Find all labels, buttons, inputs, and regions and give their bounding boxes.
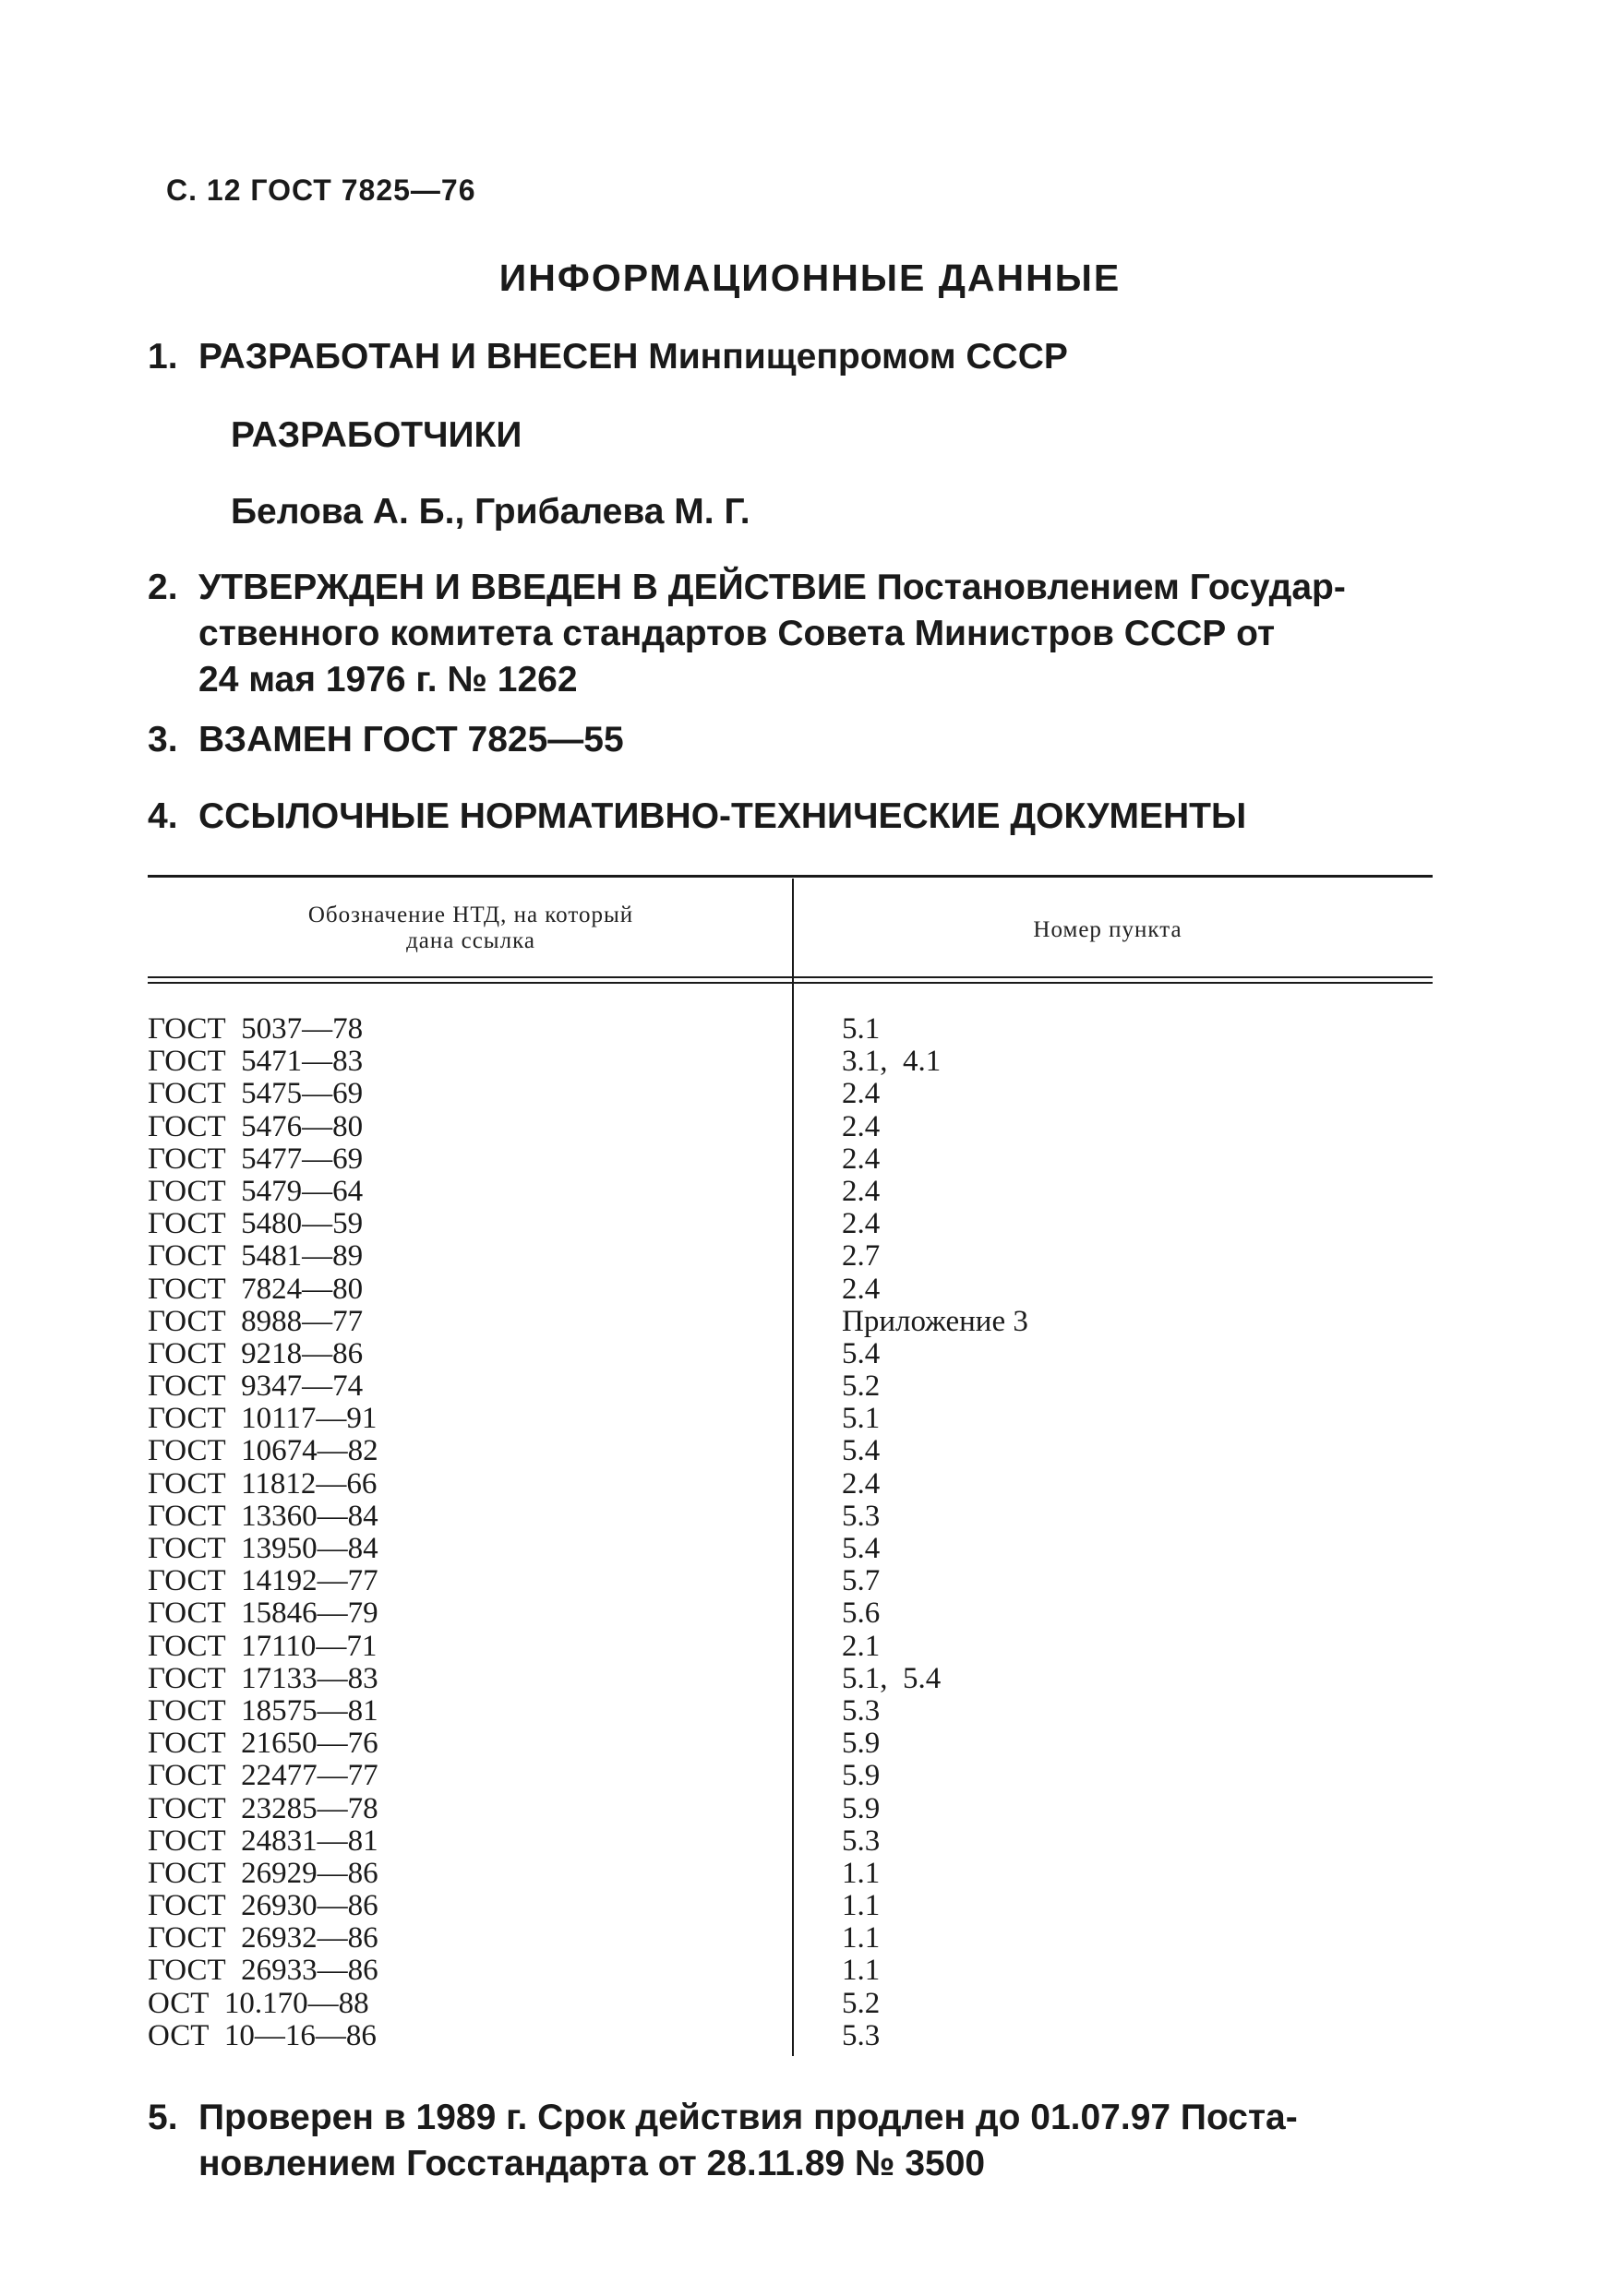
item-5 bbox=[148, 2095, 1440, 2183]
table-row-clause: 2.7 bbox=[842, 1239, 881, 1274]
item-2-line: 24 мая 1976 г. № 1262 bbox=[198, 660, 578, 700]
table-row-document: ГОСТ 5471—83 bbox=[148, 1045, 364, 1079]
table-row-document: ГОСТ 17110—71 bbox=[148, 1629, 378, 1663]
table-row-clause: 5.3 bbox=[842, 1499, 881, 1533]
item-2-number: 2. bbox=[148, 568, 178, 607]
table-row-document: ГОСТ 8988—77 bbox=[148, 1304, 364, 1338]
table-header-document bbox=[185, 903, 757, 954]
table-row-clause: 5.4 bbox=[842, 1336, 881, 1370]
table-row-document: ГОСТ 5481—89 bbox=[148, 1239, 364, 1274]
table-header-rule bbox=[148, 982, 1433, 984]
item-2-line: УТВЕРЖДЕН И ВВЕДЕН В ДЕЙСТВИЕ Постановлением Государ- bbox=[198, 568, 1346, 607]
table-row-document: ГОСТ 22477—77 bbox=[148, 1759, 378, 1793]
table-row-document: ГОСТ 15846—79 bbox=[148, 1596, 378, 1631]
table-row-clause: 5.3 bbox=[842, 1824, 881, 1858]
table-row-document: ГОСТ 14192—77 bbox=[148, 1564, 378, 1598]
table-row-document: ОСТ 10.170—88 bbox=[148, 1986, 369, 2020]
table-row-clause: 5.3 bbox=[842, 2018, 881, 2052]
table-row-clause: 2.1 bbox=[842, 1629, 881, 1663]
table-row-document: ГОСТ 5479—64 bbox=[148, 1174, 364, 1208]
table-row-clause: 5.4 bbox=[842, 1434, 881, 1468]
table-row-clause: 5.2 bbox=[842, 1369, 881, 1404]
table-row-clause: 3.1, 4.1 bbox=[842, 1045, 942, 1079]
item-3-number: 3. bbox=[148, 720, 178, 759]
table-row-clause: 5.9 bbox=[842, 1727, 881, 1761]
table-row-clause: 5.9 bbox=[842, 1759, 881, 1793]
table-document-column bbox=[148, 1013, 378, 2052]
table-row-document: ГОСТ 9218—86 bbox=[148, 1336, 364, 1370]
item-2 bbox=[148, 565, 1440, 700]
table-row-document: ГОСТ 26930—86 bbox=[148, 1889, 378, 1923]
table-row-document: ГОСТ 10674—82 bbox=[148, 1434, 378, 1468]
item-5-text bbox=[198, 2095, 1435, 2187]
table-row-clause: 5.7 bbox=[842, 1564, 881, 1598]
table-header-document-line: Обозначение НТД, на который bbox=[307, 903, 634, 927]
table-row-clause: 1.1 bbox=[842, 1856, 881, 1890]
table-row-document: ГОСТ 5480—59 bbox=[148, 1207, 364, 1241]
item-4 bbox=[148, 794, 1440, 840]
table-column-divider bbox=[792, 879, 794, 2056]
table-header-rule bbox=[148, 976, 1433, 978]
table-row-document: ГОСТ 26933—86 bbox=[148, 1954, 378, 1988]
table-row-document: ГОСТ 5476—80 bbox=[148, 1109, 364, 1143]
table-row-document: ГОСТ 26929—86 bbox=[148, 1856, 378, 1890]
item-5-number: 5. bbox=[148, 2098, 178, 2137]
page-header: С. 12 ГОСТ 7825—76 bbox=[166, 173, 476, 207]
table-row-document: ГОСТ 13360—84 bbox=[148, 1499, 378, 1533]
table-header-clause: Номер пункта bbox=[1033, 917, 1182, 942]
table-row-document: ГОСТ 7824—80 bbox=[148, 1272, 364, 1306]
document-title: ИНФОРМАЦИОННЫЕ ДАННЫЕ bbox=[498, 257, 1122, 299]
table-row-clause: 5.6 bbox=[842, 1596, 881, 1631]
table-row-document: ГОСТ 24831—81 bbox=[148, 1824, 378, 1858]
table-row-clause: 1.1 bbox=[842, 1921, 881, 1955]
table-row-clause: 1.1 bbox=[842, 1889, 881, 1923]
table-row-document: ГОСТ 18575—81 bbox=[148, 1693, 378, 1728]
table-row-clause: 2.4 bbox=[842, 1174, 881, 1208]
table-row-clause: 5.1, 5.4 bbox=[842, 1661, 942, 1695]
table-row-clause: 5.4 bbox=[842, 1532, 881, 1565]
developers-names: Белова А. Б., Грибалева М. Г. bbox=[231, 492, 750, 532]
table-row-document: ГОСТ 5475—69 bbox=[148, 1077, 364, 1111]
table-row-clause: 5.3 bbox=[842, 1693, 881, 1728]
table-row-clause: 5.1 bbox=[842, 1012, 881, 1046]
table-row-document: ГОСТ 5477—69 bbox=[148, 1142, 364, 1176]
developers-heading: РАЗРАБОТЧИКИ bbox=[231, 415, 522, 455]
table-row-clause: Приложение 3 bbox=[842, 1304, 1028, 1338]
table-row-clause: 1.1 bbox=[842, 1954, 881, 1988]
item-3 bbox=[148, 717, 1440, 763]
table-row-document: ГОСТ 13950—84 bbox=[148, 1532, 378, 1565]
table-row-clause: 2.4 bbox=[842, 1272, 881, 1306]
table-row-document: ГОСТ 23285—78 bbox=[148, 1791, 378, 1825]
table-row-clause: 5.9 bbox=[842, 1791, 881, 1825]
item-5-line: новлением Госстандарта от 28.11.89 № 3500 bbox=[198, 2144, 986, 2183]
table-row-clause: 2.4 bbox=[842, 1466, 881, 1501]
table-row-clause: 2.4 bbox=[842, 1142, 881, 1176]
table-row-clause: 2.4 bbox=[842, 1109, 881, 1143]
item-4-number: 4. bbox=[148, 796, 178, 836]
item-3-text: ВЗАМЕН ГОСТ 7825—55 bbox=[198, 720, 624, 759]
table-header-document-line: дана ссылка bbox=[406, 928, 535, 953]
table-row-document: ГОСТ 5037—78 bbox=[148, 1012, 364, 1046]
table-top-rule bbox=[148, 875, 1433, 878]
table-row-document: ОСТ 10—16—86 bbox=[148, 2018, 377, 2052]
item-1 bbox=[148, 334, 1440, 380]
item-1-text: РАЗРАБОТАН И ВНЕСЕН Минпищепромом СССР bbox=[198, 337, 1068, 377]
table-row-document: ГОСТ 11812—66 bbox=[148, 1466, 378, 1501]
table-row-document: ГОСТ 10117—91 bbox=[148, 1402, 378, 1436]
item-5-line: Проверен в 1989 г. Срок действия продлен до 01.07.97 Поста- bbox=[198, 2098, 1298, 2137]
item-4-text: ССЫЛОЧНЫЕ НОРМАТИВНО-ТЕХНИЧЕСКИЕ ДОКУМЕНТЫ bbox=[198, 796, 1247, 836]
table-clause-column bbox=[842, 1013, 1028, 2052]
table-row-document: ГОСТ 17133—83 bbox=[148, 1661, 378, 1695]
item-2-text bbox=[198, 565, 1435, 703]
table-row-clause: 5.1 bbox=[842, 1402, 881, 1436]
item-2-line: ственного комитета стандартов Совета Министров СССР от bbox=[198, 614, 1276, 653]
item-1-number: 1. bbox=[148, 337, 178, 377]
table-row-clause: 5.2 bbox=[842, 1986, 881, 2020]
table-row-document: ГОСТ 21650—76 bbox=[148, 1727, 378, 1761]
table-row-clause: 2.4 bbox=[842, 1207, 881, 1241]
table-row-document: ГОСТ 9347—74 bbox=[148, 1369, 364, 1404]
table-row-document: ГОСТ 26932—86 bbox=[148, 1921, 378, 1955]
table-row-clause: 2.4 bbox=[842, 1077, 881, 1111]
